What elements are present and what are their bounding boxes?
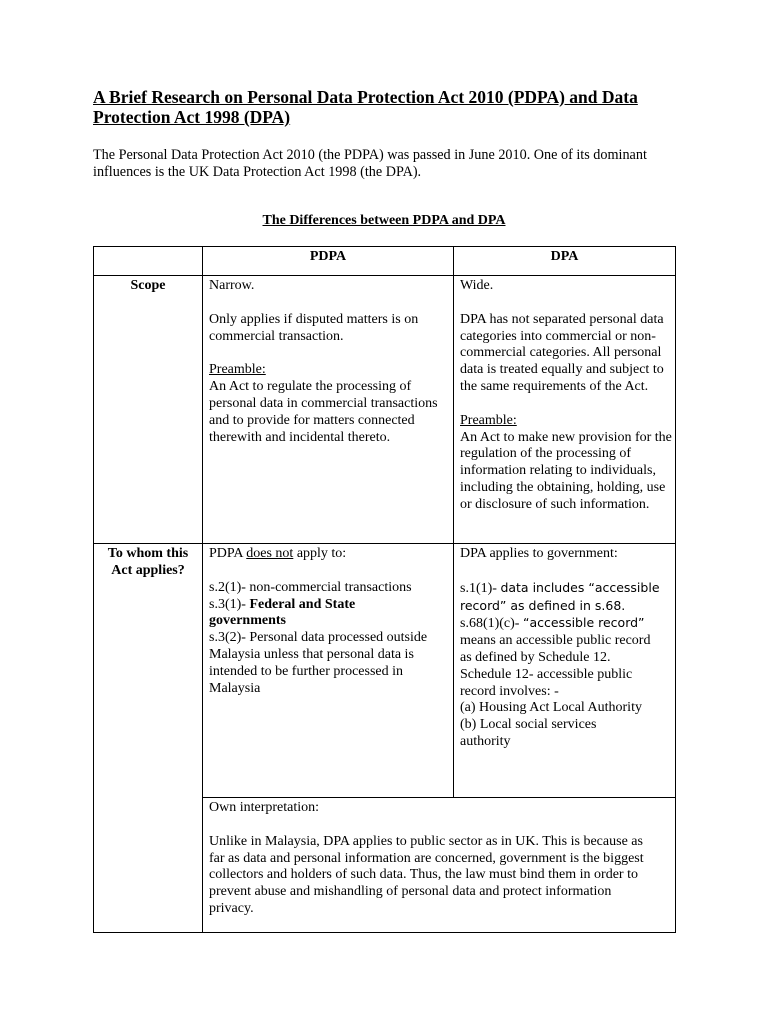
applies-dpa-s681-pre: s.68(1)(c)-: [460, 616, 523, 632]
applies-dpa-s681-post: means an accessible public record as defined by Schedule 12.: [460, 633, 651, 665]
scope-pdpa-p2: Only applies if disputed matters is on commercial transaction.: [209, 311, 419, 344]
scope-dpa-cell: [460, 278, 672, 514]
intro-paragraph: The Personal Data Protection Act 2010 (the PDPA) was passed in June 2010. One of its dominant influences is the UK Data Protection Act 1998 (the DPA).: [93, 147, 647, 180]
table-border-top: [93, 246, 676, 247]
applies-pdpa-s31: [209, 597, 409, 631]
interpretation-cell: [209, 800, 669, 918]
table-border-col2: [453, 246, 454, 798]
scope-pdpa-p1: Narrow.: [209, 278, 255, 293]
interpretation-label: Own interpretation:: [209, 800, 320, 815]
header-pdpa: PDPA: [309, 249, 347, 264]
applies-pdpa-s31-bold: Federal and State governments: [209, 596, 356, 629]
scope-dpa-p1: Wide.: [460, 278, 494, 293]
table-border-scope: [93, 543, 676, 544]
table-title: The Differences between PDPA and DPA: [262, 213, 506, 228]
scope-dpa-p2: DPA has not separated personal data categories into commercial or non-commercial categories. All personal data is treated equally and subject to the same requirements of the Act.: [460, 311, 664, 394]
applies-dpa-intro: DPA applies to government:: [460, 546, 618, 561]
scope-dpa-preamble-label: Preamble:: [460, 412, 517, 428]
document-title: A Brief Research on Personal Data Protection Act 2010 (PDPA) and Data Protection Act 1998 (DPA): [93, 87, 638, 127]
interpretation-text: Unlike in Malaysia, DPA applies to public sector as in UK. This is because as far as data and personal information are concerned, government is the biggest collectors and holders of such data. Thus, the law must bind them in order to prevent abuse and mishandling of personal data and protect information privacy.: [209, 833, 644, 916]
applies-dpa-s11-sans: data includes “accessible record” as defined in s.68.: [460, 579, 660, 613]
header-dpa: DPA: [550, 249, 579, 264]
scope-pdpa-preamble-label: Preamble:: [209, 362, 266, 378]
applies-dpa-item-b: (b) Local social services authority: [460, 717, 597, 749]
applies-pdpa-cell: [209, 546, 449, 697]
applies-dpa-s681: [460, 615, 660, 666]
row-label-applies: To whom this Act applies?: [107, 546, 189, 578]
scope-pdpa-cell: [209, 278, 449, 446]
applies-dpa-cell: [460, 546, 672, 751]
table-border-header: [93, 275, 676, 276]
row-label-scope: Scope: [130, 278, 166, 293]
applies-pdpa-s32: s.3(2)- Personal data processed outside Malaysia unless that personal data is intended to be further processed in Malaysia: [209, 630, 428, 696]
applies-dpa-s11: [460, 580, 672, 616]
applies-pdpa-intro-post: apply to:: [293, 546, 347, 561]
scope-pdpa-preamble-text: An Act to regulate the processing of personal data in commercial transactions and to provide for matters connected therewith and incidental thereto.: [209, 379, 438, 445]
applies-pdpa-s31-pre: s.3(1)-: [209, 596, 250, 612]
scope-dpa-preamble-text: An Act to make new provision for the regulation of the processing of information relating to individuals, including the obtaining, holding, use or disclosure of such information.: [460, 429, 672, 512]
table-border-left: [93, 246, 94, 933]
applies-dpa-s681-sans: “accessible record”: [522, 615, 645, 631]
applies-pdpa-s21: s.2(1)- non-commercial transactions: [209, 579, 412, 595]
applies-dpa-schedule: Schedule 12- accessible public record involves: -: [460, 666, 633, 699]
table-border-bottom: [93, 932, 676, 933]
applies-dpa-item-a: (a) Housing Act Local Authority: [460, 700, 642, 716]
table-border-col1: [202, 246, 203, 933]
table-border-applies: [202, 797, 676, 798]
applies-dpa-s11-pre: s.1(1)-: [460, 580, 501, 596]
applies-pdpa-intro: [209, 546, 449, 563]
applies-pdpa-intro-pre: PDPA: [209, 546, 247, 561]
applies-pdpa-intro-underline: does not: [246, 546, 294, 561]
table-border-right: [675, 246, 676, 933]
